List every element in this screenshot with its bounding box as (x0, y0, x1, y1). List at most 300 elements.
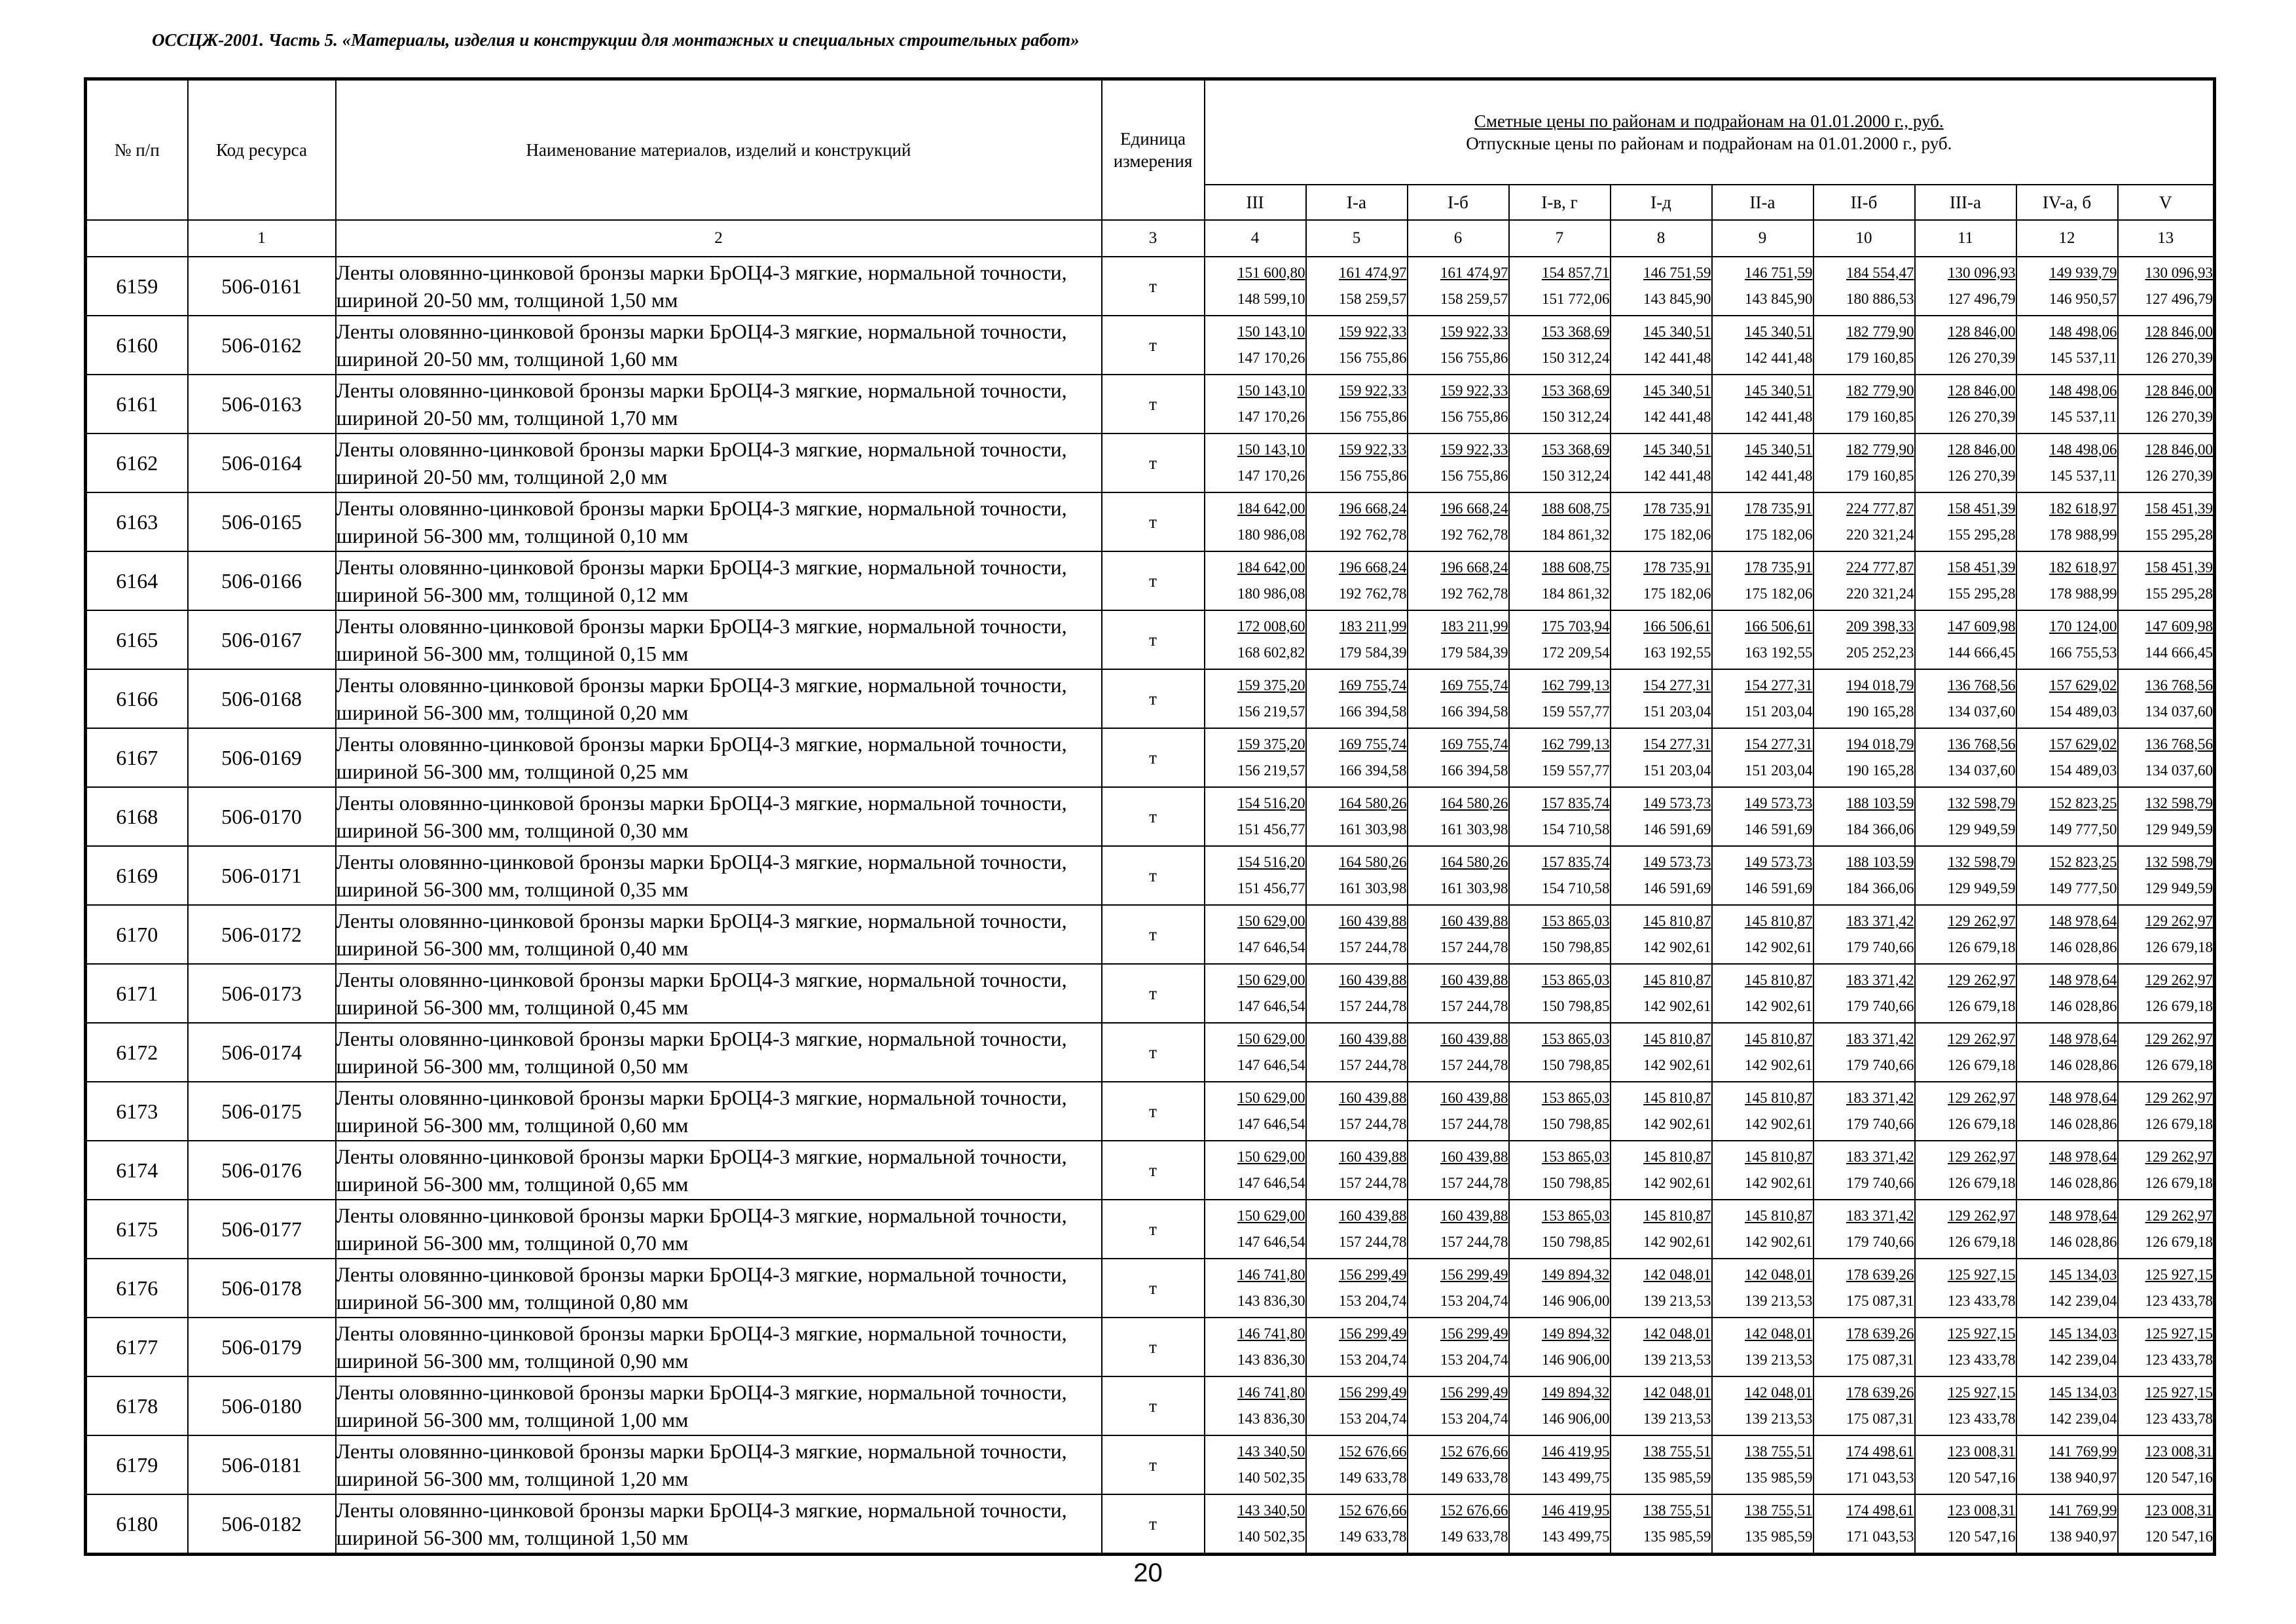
estimate-price: 156 299,49 (1339, 1266, 1407, 1283)
release-price: 190 165,28 (1846, 703, 1914, 720)
price-cell (1611, 492, 1712, 551)
column-number: 1 (188, 220, 336, 257)
estimate-price: 145 134,03 (2049, 1325, 2117, 1342)
table-row (86, 375, 2215, 434)
estimate-price: 129 262,97 (1948, 1090, 2016, 1106)
estimate-price: 178 639,26 (1846, 1384, 1914, 1401)
price-cell (1509, 1259, 1611, 1318)
estimate-price: 153 865,03 (1542, 1090, 1610, 1106)
price-cell (2118, 551, 2215, 610)
release-price: 151 203,04 (1643, 762, 1711, 779)
material-name: Ленты оловянно-цинковой бронзы марки БрОЦ4-3 мягкие, нормальной точности, шириной 56-300 мм, толщиной 0,20 мм (336, 669, 1102, 728)
estimate-price: 183 371,42 (1846, 1031, 1914, 1047)
resource-code: 506-0172 (188, 905, 336, 964)
price-cell (2118, 1141, 2215, 1200)
price-cell (1915, 1141, 2016, 1200)
estimate-price: 128 846,00 (1948, 441, 2016, 458)
estimate-price: 129 262,97 (1948, 1149, 2016, 1165)
unit: т (1102, 257, 1205, 316)
estimate-price: 145 340,51 (1745, 323, 1813, 340)
estimate-price: 125 927,15 (1948, 1266, 2016, 1283)
release-price: 142 902,61 (1745, 939, 1813, 955)
region-header: III-а (1915, 185, 2016, 220)
price-cell (1611, 1259, 1712, 1318)
release-price: 142 902,61 (1745, 1057, 1813, 1073)
estimate-price: 154 516,20 (1237, 854, 1305, 870)
estimate-price: 138 755,51 (1643, 1443, 1711, 1460)
estimate-price: 129 262,97 (2145, 1149, 2214, 1165)
price-cell (1813, 1318, 1915, 1376)
price-cell (1509, 964, 1611, 1023)
price-cell (1915, 669, 2016, 728)
row-number: 6179 (86, 1435, 188, 1494)
release-price: 134 037,60 (2145, 703, 2214, 720)
release-price: 154 489,03 (2049, 762, 2117, 779)
price-table (84, 77, 2216, 1556)
price-cell (2118, 1023, 2215, 1082)
release-price: 134 037,60 (1948, 703, 2016, 720)
release-price: 175 087,31 (1846, 1293, 1914, 1309)
estimate-price: 146 751,59 (1745, 265, 1813, 281)
estimate-price: 150 629,00 (1237, 1090, 1305, 1106)
estimate-price: 147 609,98 (1948, 618, 2016, 635)
estimate-price: 145 810,87 (1643, 972, 1711, 988)
estimate-price: 148 978,64 (2049, 1031, 2117, 1047)
price-cell (1712, 787, 1813, 846)
resource-code: 506-0170 (188, 787, 336, 846)
release-price: 172 209,54 (1542, 644, 1610, 661)
estimate-price: 153 368,69 (1542, 441, 1610, 458)
price-cell (1205, 1259, 1306, 1318)
unit: т (1102, 728, 1205, 787)
release-price: 126 679,18 (2145, 1116, 2214, 1132)
price-cell (1813, 434, 1915, 492)
estimate-price: 150 629,00 (1237, 1031, 1305, 1047)
price-cell (1408, 669, 1509, 728)
price-cell (1408, 1435, 1509, 1494)
estimate-price: 128 846,00 (2145, 441, 2214, 458)
price-cell (1205, 257, 1306, 316)
release-price: 150 312,24 (1542, 409, 1610, 425)
estimate-price: 156 299,49 (1440, 1266, 1508, 1283)
release-price: 147 170,26 (1237, 468, 1305, 484)
release-price: 149 633,78 (1339, 1528, 1407, 1545)
release-price: 150 798,85 (1542, 1175, 1610, 1191)
estimate-price: 123 008,31 (1948, 1443, 2016, 1460)
column-number: 2 (336, 220, 1102, 257)
price-cell (1712, 1376, 1813, 1435)
estimate-price: 156 299,49 (1440, 1325, 1508, 1342)
estimate-price: 150 143,10 (1237, 382, 1305, 399)
estimate-price: 158 451,39 (1948, 500, 2016, 517)
estimate-price: 182 618,97 (2049, 500, 2117, 517)
price-cell (1509, 257, 1611, 316)
estimate-price: 129 262,97 (2145, 972, 2214, 988)
price-cell (1205, 610, 1306, 669)
release-price: 129 949,59 (1948, 880, 2016, 896)
header-price-title: Сметные цены по районам и подрайонам на 01.01.2000 г., руб. (1474, 111, 1944, 131)
table-row (86, 1023, 2215, 1082)
price-cell (1408, 434, 1509, 492)
release-price: 154 710,58 (1542, 880, 1610, 896)
price-cell (1509, 1435, 1611, 1494)
column-number: 5 (1306, 220, 1408, 257)
release-price: 156 755,86 (1440, 350, 1508, 366)
row-number: 6172 (86, 1023, 188, 1082)
estimate-price: 150 629,00 (1237, 1208, 1305, 1224)
price-cell (2118, 375, 2215, 434)
release-price: 143 836,30 (1237, 1293, 1305, 1309)
column-number: 11 (1915, 220, 2016, 257)
release-price: 143 836,30 (1237, 1352, 1305, 1368)
column-number: 8 (1611, 220, 1712, 257)
release-price: 157 244,78 (1440, 1116, 1508, 1132)
release-price: 157 244,78 (1339, 1175, 1407, 1191)
release-price: 140 502,35 (1237, 1469, 1305, 1486)
estimate-price: 125 927,15 (2145, 1266, 2214, 1283)
estimate-price: 145 340,51 (1643, 382, 1711, 399)
release-price: 139 213,53 (1745, 1411, 1813, 1427)
estimate-price: 148 978,64 (2049, 1208, 2117, 1224)
estimate-price: 145 810,87 (1745, 1031, 1813, 1047)
estimate-price: 160 439,88 (1339, 1031, 1407, 1047)
estimate-price: 152 676,66 (1339, 1502, 1407, 1519)
estimate-price: 172 008,60 (1237, 618, 1305, 635)
estimate-price: 142 048,01 (1643, 1384, 1711, 1401)
material-name: Ленты оловянно-цинковой бронзы марки БрОЦ4-3 мягкие, нормальной точности, шириной 56-300 мм, толщиной 0,40 мм (336, 905, 1102, 964)
estimate-price: 128 846,00 (1948, 382, 2016, 399)
price-cell (1915, 905, 2016, 964)
release-price: 123 433,78 (2145, 1293, 2214, 1309)
price-cell (2016, 846, 2118, 905)
price-cell (1611, 434, 1712, 492)
price-cell (1915, 257, 2016, 316)
estimate-price: 157 629,02 (2049, 736, 2117, 752)
column-number: 3 (1102, 220, 1205, 257)
estimate-price: 145 810,87 (1643, 913, 1711, 929)
estimate-price: 128 846,00 (2145, 382, 2214, 399)
release-price: 156 755,86 (1440, 468, 1508, 484)
unit: т (1102, 434, 1205, 492)
price-cell (1306, 1376, 1408, 1435)
estimate-price: 153 865,03 (1542, 1031, 1610, 1047)
estimate-price: 138 755,51 (1745, 1502, 1813, 1519)
release-price: 161 303,98 (1339, 821, 1407, 838)
release-price: 138 940,97 (2049, 1469, 2117, 1486)
price-cell (1205, 964, 1306, 1023)
price-cell (1813, 1259, 1915, 1318)
release-price: 134 037,60 (2145, 762, 2214, 779)
release-price: 144 666,45 (2145, 644, 2214, 661)
release-price: 168 602,82 (1237, 644, 1305, 661)
price-cell (1306, 375, 1408, 434)
price-cell (2016, 1318, 2118, 1376)
estimate-price: 125 927,15 (2145, 1384, 2214, 1401)
price-cell (1306, 728, 1408, 787)
region-header: I-а (1306, 185, 1408, 220)
estimate-price: 152 676,66 (1339, 1443, 1407, 1460)
price-cell (2016, 610, 2118, 669)
release-price: 120 547,16 (2145, 1528, 2214, 1545)
release-price: 126 270,39 (1948, 468, 2016, 484)
region-header: II-а (1712, 185, 1813, 220)
release-price: 150 798,85 (1542, 998, 1610, 1014)
estimate-price: 145 810,87 (1643, 1149, 1711, 1165)
header-code: Код ресурса (188, 79, 336, 221)
price-cell (1813, 669, 1915, 728)
unit: т (1102, 1435, 1205, 1494)
region-header: II-б (1813, 185, 1915, 220)
release-price: 151 203,04 (1643, 703, 1711, 720)
row-number: 6160 (86, 316, 188, 375)
release-price: 150 312,24 (1542, 350, 1610, 366)
release-price: 205 252,23 (1846, 644, 1914, 661)
price-cell (1712, 610, 1813, 669)
material-name: Ленты оловянно-цинковой бронзы марки БрОЦ4-3 мягкие, нормальной точности, шириной 56-300 мм, толщиной 0,25 мм (336, 728, 1102, 787)
estimate-price: 182 618,97 (2049, 559, 2117, 576)
unit: т (1102, 1376, 1205, 1435)
release-price: 179 740,66 (1846, 1116, 1914, 1132)
estimate-price: 166 506,61 (1643, 618, 1711, 635)
release-price: 171 043,53 (1846, 1528, 1914, 1545)
material-name: Ленты оловянно-цинковой бронзы марки БрОЦ4-3 мягкие, нормальной точности, шириной 20-50 мм, толщиной 1,50 мм (336, 257, 1102, 316)
resource-code: 506-0177 (188, 1200, 336, 1259)
estimate-price: 145 810,87 (1745, 1149, 1813, 1165)
estimate-price: 143 340,50 (1237, 1443, 1305, 1460)
price-cell (1205, 728, 1306, 787)
release-price: 150 798,85 (1542, 939, 1610, 955)
price-cell (2016, 728, 2118, 787)
price-cell (1611, 964, 1712, 1023)
estimate-price: 141 769,99 (2049, 1502, 2117, 1519)
table-row (86, 551, 2215, 610)
estimate-price: 132 598,79 (2145, 854, 2214, 870)
price-cell (1915, 434, 2016, 492)
estimate-price: 153 368,69 (1542, 382, 1610, 399)
release-price: 156 755,86 (1440, 409, 1508, 425)
release-price: 143 499,75 (1542, 1469, 1610, 1486)
price-cell (1611, 1023, 1712, 1082)
material-name: Ленты оловянно-цинковой бронзы марки БрОЦ4-3 мягкие, нормальной точности, шириной 56-300 мм, толщиной 1,00 мм (336, 1376, 1102, 1435)
price-cell (1712, 1259, 1813, 1318)
row-number: 6166 (86, 669, 188, 728)
release-price: 155 295,28 (2145, 526, 2214, 543)
resource-code: 506-0181 (188, 1435, 336, 1494)
release-price: 149 633,78 (1440, 1528, 1508, 1545)
estimate-price: 184 642,00 (1237, 500, 1305, 517)
price-cell (1712, 1318, 1813, 1376)
release-price: 179 584,39 (1339, 644, 1407, 661)
price-cell (1611, 1435, 1712, 1494)
release-price: 146 906,00 (1542, 1352, 1610, 1368)
estimate-price: 142 048,01 (1643, 1266, 1711, 1283)
resource-code: 506-0164 (188, 434, 336, 492)
price-cell (1306, 434, 1408, 492)
release-price: 157 244,78 (1339, 1234, 1407, 1250)
release-price: 155 295,28 (1948, 585, 2016, 602)
price-cell (1306, 492, 1408, 551)
table-row (86, 257, 2215, 316)
release-price: 143 836,30 (1237, 1411, 1305, 1427)
price-cell (1408, 492, 1509, 551)
release-price: 175 087,31 (1846, 1352, 1914, 1368)
resource-code: 506-0165 (188, 492, 336, 551)
release-price: 179 160,85 (1846, 409, 1914, 425)
release-price: 151 203,04 (1745, 762, 1813, 779)
unit: т (1102, 1318, 1205, 1376)
estimate-price: 184 642,00 (1237, 559, 1305, 576)
price-cell (2118, 1494, 2215, 1555)
release-price: 146 028,86 (2049, 1057, 2117, 1073)
release-price: 135 985,59 (1643, 1528, 1711, 1545)
price-cell (1712, 669, 1813, 728)
release-price: 175 182,06 (1643, 526, 1711, 543)
resource-code: 506-0166 (188, 551, 336, 610)
row-number: 6162 (86, 434, 188, 492)
estimate-price: 164 580,26 (1440, 795, 1508, 811)
estimate-price: 148 978,64 (2049, 1149, 2117, 1165)
estimate-price: 130 096,93 (2145, 265, 2214, 281)
release-price: 120 547,16 (2145, 1469, 2214, 1486)
resource-code: 506-0168 (188, 669, 336, 728)
estimate-price: 128 846,00 (2145, 323, 2214, 340)
estimate-price: 160 439,88 (1440, 1149, 1508, 1165)
release-price: 166 394,58 (1440, 762, 1508, 779)
price-cell (1813, 316, 1915, 375)
price-cell (1712, 375, 1813, 434)
release-price: 157 244,78 (1440, 998, 1508, 1014)
release-price: 147 646,54 (1237, 1116, 1305, 1132)
estimate-price: 145 810,87 (1745, 913, 1813, 929)
price-cell (1205, 1376, 1306, 1435)
table-row (86, 846, 2215, 905)
estimate-price: 149 939,79 (2049, 265, 2117, 281)
estimate-price: 152 676,66 (1440, 1502, 1508, 1519)
price-cell (1408, 551, 1509, 610)
price-cell (1712, 1435, 1813, 1494)
release-price: 126 679,18 (1948, 939, 2016, 955)
release-price: 179 740,66 (1846, 998, 1914, 1014)
release-price: 142 902,61 (1745, 1234, 1813, 1250)
release-price: 153 204,74 (1440, 1411, 1508, 1427)
release-price: 126 270,39 (2145, 409, 2214, 425)
release-price: 126 679,18 (2145, 1175, 2214, 1191)
release-price: 171 043,53 (1846, 1469, 1914, 1486)
release-price: 179 160,85 (1846, 350, 1914, 366)
estimate-price: 183 371,42 (1846, 1208, 1914, 1224)
row-number: 6175 (86, 1200, 188, 1259)
estimate-price: 145 810,87 (1643, 1031, 1711, 1047)
unit: т (1102, 1023, 1205, 1082)
price-cell (2118, 846, 2215, 905)
release-price: 142 239,04 (2049, 1293, 2117, 1309)
estimate-price: 159 922,33 (1440, 323, 1508, 340)
price-cell (2118, 1318, 2215, 1376)
estimate-price: 148 978,64 (2049, 913, 2117, 929)
release-price: 163 192,55 (1745, 644, 1813, 661)
release-price: 145 537,11 (2049, 350, 2117, 366)
estimate-price: 148 978,64 (2049, 1090, 2117, 1106)
estimate-price: 162 799,13 (1542, 736, 1610, 752)
price-cell (1712, 257, 1813, 316)
estimate-price: 164 580,26 (1339, 854, 1407, 870)
column-number: 4 (1205, 220, 1306, 257)
price-cell (2016, 492, 2118, 551)
estimate-price: 136 768,56 (2145, 736, 2214, 752)
price-cell (1408, 1494, 1509, 1555)
release-price: 126 270,39 (1948, 409, 2016, 425)
release-price: 145 537,11 (2049, 468, 2117, 484)
price-cell (1712, 434, 1813, 492)
price-cell (1509, 787, 1611, 846)
release-price: 142 902,61 (1643, 1234, 1711, 1250)
price-cell (1205, 1200, 1306, 1259)
release-price: 138 940,97 (2049, 1528, 2117, 1545)
release-price: 149 777,50 (2049, 880, 2117, 896)
price-cell (1205, 787, 1306, 846)
table-row (86, 964, 2215, 1023)
price-cell (1509, 1318, 1611, 1376)
price-cell (1509, 316, 1611, 375)
price-cell (2016, 1141, 2118, 1200)
resource-code: 506-0176 (188, 1141, 336, 1200)
estimate-price: 196 668,24 (1339, 500, 1407, 517)
price-cell (1915, 610, 2016, 669)
material-name: Ленты оловянно-цинковой бронзы марки БрОЦ4-3 мягкие, нормальной точности, шириной 56-300 мм, толщиной 0,65 мм (336, 1141, 1102, 1200)
estimate-price: 153 865,03 (1542, 913, 1610, 929)
price-cell (1408, 257, 1509, 316)
release-price: 153 204,74 (1339, 1352, 1407, 1368)
estimate-price: 159 922,33 (1339, 382, 1407, 399)
price-cell (2118, 1435, 2215, 1494)
estimate-price: 182 779,90 (1846, 323, 1914, 340)
estimate-price: 136 768,56 (1948, 736, 2016, 752)
release-price: 146 906,00 (1542, 1293, 1610, 1309)
release-price: 166 394,58 (1339, 762, 1407, 779)
price-cell (2016, 434, 2118, 492)
estimate-price: 157 629,02 (2049, 677, 2117, 693)
material-name: Ленты оловянно-цинковой бронзы марки БрОЦ4-3 мягкие, нормальной точности, шириной 56-300 мм, толщиной 1,20 мм (336, 1435, 1102, 1494)
estimate-price: 130 096,93 (1948, 265, 2016, 281)
table-row (86, 728, 2215, 787)
estimate-price: 159 922,33 (1339, 441, 1407, 458)
estimate-price: 146 419,95 (1542, 1502, 1610, 1519)
price-cell (1813, 1141, 1915, 1200)
release-price: 159 557,77 (1542, 762, 1610, 779)
release-price: 144 666,45 (1948, 644, 2016, 661)
material-name: Ленты оловянно-цинковой бронзы марки БрОЦ4-3 мягкие, нормальной точности, шириной 20-50 мм, толщиной 1,60 мм (336, 316, 1102, 375)
estimate-price: 159 922,33 (1440, 441, 1508, 458)
price-cell (1205, 1023, 1306, 1082)
release-price: 175 087,31 (1846, 1411, 1914, 1427)
price-cell (1408, 905, 1509, 964)
price-cell (1712, 728, 1813, 787)
release-price: 126 679,18 (2145, 998, 2214, 1014)
resource-code: 506-0163 (188, 375, 336, 434)
price-cell (1712, 905, 1813, 964)
estimate-price: 149 573,73 (1643, 854, 1711, 870)
resource-code: 506-0162 (188, 316, 336, 375)
release-price: 178 988,99 (2049, 585, 2117, 602)
price-cell (2016, 1376, 2118, 1435)
material-name: Ленты оловянно-цинковой бронзы марки БрОЦ4-3 мягкие, нормальной точности, шириной 56-300 мм, толщиной 0,50 мм (336, 1023, 1102, 1082)
release-price: 147 170,26 (1237, 409, 1305, 425)
price-cell (2016, 257, 2118, 316)
release-price: 129 949,59 (1948, 821, 2016, 838)
release-price: 153 204,74 (1440, 1293, 1508, 1309)
table-row (86, 610, 2215, 669)
price-cell (1611, 1082, 1712, 1141)
